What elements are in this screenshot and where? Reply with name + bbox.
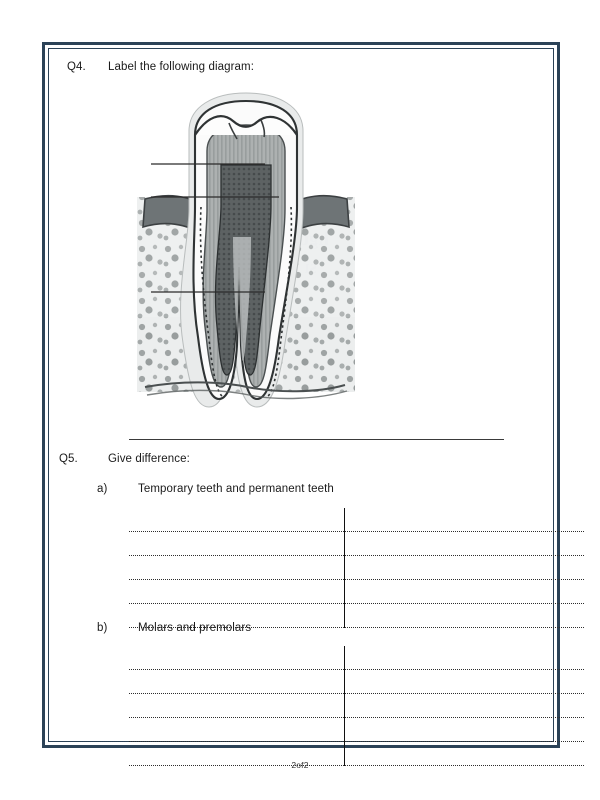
question-q5-number: Q5. [59, 453, 78, 465]
subquestion-b-text: Molars and premolars [138, 622, 252, 634]
subquestion-b-label: b) [97, 622, 108, 634]
answer-row[interactable] [129, 556, 584, 580]
comparison-column-divider-b [344, 646, 345, 766]
question-q4-number: Q4. [67, 61, 86, 73]
answer-row[interactable] [129, 508, 584, 532]
answer-dotted-line[interactable] [129, 669, 584, 670]
answer-dotted-line[interactable] [129, 603, 584, 604]
answer-area-b [129, 646, 584, 766]
tooth-cross-section-diagram [137, 87, 355, 427]
answer-dotted-line[interactable] [129, 579, 584, 580]
answer-dotted-line[interactable] [129, 693, 584, 694]
answer-row[interactable] [129, 532, 584, 556]
question-q4-text: Label the following diagram: [108, 61, 254, 73]
answer-row[interactable] [129, 580, 584, 604]
answer-row[interactable] [129, 646, 584, 670]
subquestion-b-heading [97, 622, 251, 634]
subquestion-a-text: Temporary teeth and permanent teeth [138, 483, 334, 495]
answer-dotted-line[interactable] [129, 555, 584, 556]
question-q5-heading [59, 453, 190, 465]
page-border-inner [48, 48, 554, 742]
answer-row[interactable] [129, 670, 584, 694]
page-number-label: 2of2 [291, 760, 309, 770]
q4-answer-line[interactable] [129, 439, 504, 440]
question-q5-text: Give difference: [108, 453, 190, 465]
answer-dotted-line[interactable] [129, 531, 584, 532]
answer-row[interactable] [129, 694, 584, 718]
subquestion-a-label: a) [97, 483, 108, 495]
answer-row[interactable] [129, 718, 584, 742]
comparison-column-divider-a [344, 508, 345, 628]
answer-dotted-line[interactable] [129, 741, 584, 742]
page-footer [0, 760, 600, 770]
answer-area-a [129, 508, 584, 628]
subquestion-a-heading [97, 483, 334, 495]
worksheet-content [49, 49, 567, 755]
page-border-frame [42, 42, 560, 748]
answer-dotted-line[interactable] [129, 717, 584, 718]
question-q4-heading [67, 61, 254, 73]
